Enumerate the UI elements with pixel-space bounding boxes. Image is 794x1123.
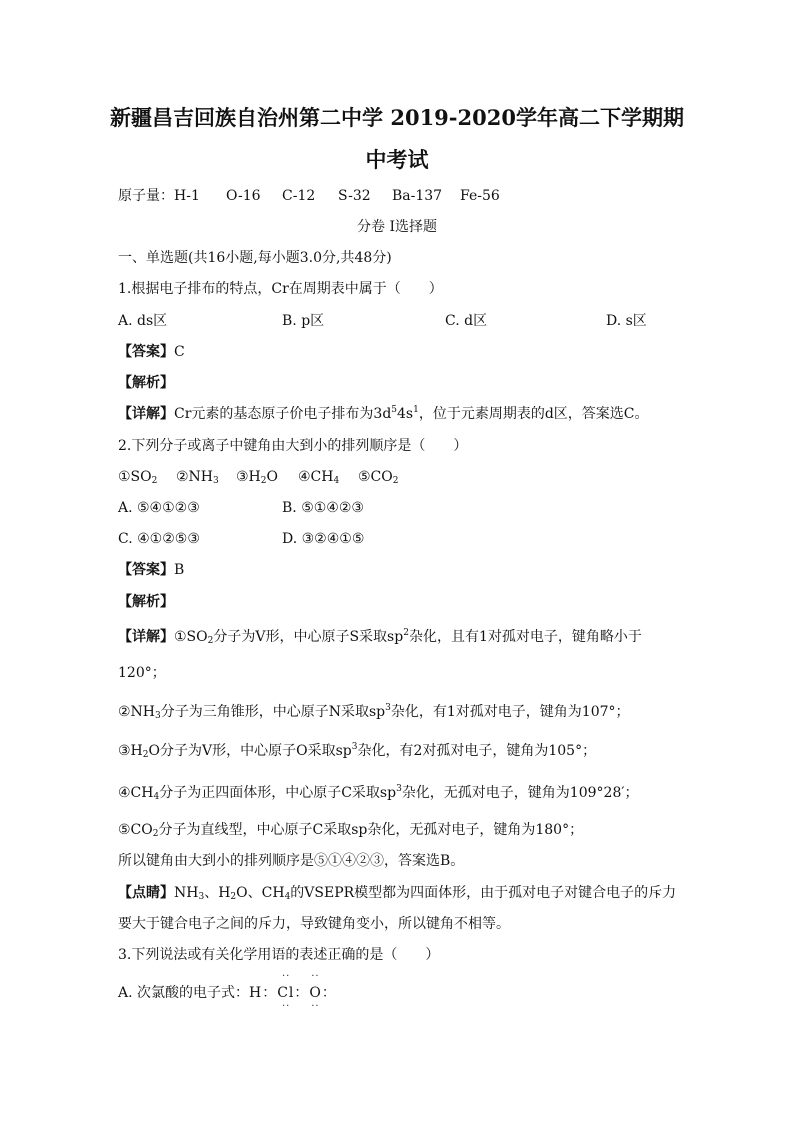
q2-detail-3 — [118, 742, 596, 760]
q2-detail-1 — [118, 628, 642, 646]
atomic-mass-item: H-1 — [174, 188, 200, 204]
atomic-mass-item: S-32 — [338, 188, 371, 204]
atomic-mass-line — [118, 187, 500, 205]
species-text: O — [266, 469, 278, 485]
config-text: 4s — [397, 406, 414, 422]
tip-label: 【点睛】 — [118, 885, 174, 901]
q2-detail-1-cont: 120°； — [118, 665, 166, 681]
detail-sub: 4 — [153, 792, 160, 802]
q1-detail — [118, 405, 649, 423]
tip-text: O、CH — [236, 885, 285, 901]
q2-option-a: A. ⑤④①②③ — [118, 500, 200, 516]
q2-answer — [118, 561, 184, 579]
detail-text: 分子为直线型，中心原子C采取sp杂化，无孤对电子，键角为180°； — [158, 822, 584, 838]
lone-pair-dots-icon: ·· ·· — [282, 1001, 320, 1012]
q2-species-list — [118, 468, 398, 486]
answer-value: B — [174, 562, 185, 578]
q3-option-a — [118, 984, 337, 1002]
q2-detail-5 — [118, 821, 583, 839]
lone-pair-dots-icon: ·· ·· — [282, 971, 320, 982]
detail-text: ⑤CO — [118, 822, 153, 838]
detail-sub: 2 — [207, 636, 214, 646]
detail-text: 杂化，有2对孤对电子，键角为105°； — [357, 743, 597, 759]
detail-text: 分子为三角锥形，中心原子N采取sp — [160, 704, 386, 720]
species-sub: 2 — [392, 476, 399, 486]
q2-analysis-label: 【解析】 — [118, 594, 174, 610]
detail-sub: 2 — [152, 829, 159, 839]
electron-formula: H：Cl：O： — [249, 985, 337, 1001]
q2-detail-2 — [118, 703, 630, 721]
detail-sub: 2 — [142, 750, 149, 760]
detail-text: Cr元素的基态原子价电子排布为 — [174, 406, 374, 422]
tip-sub: 2 — [230, 892, 237, 902]
answer-label: 【答案】 — [118, 344, 174, 360]
species-item — [236, 468, 298, 486]
detail-sub: 3 — [155, 711, 161, 721]
tip-text: 的VSEPR模型都为四面体形，由于孤对电子对键合电子的斥力 — [290, 885, 677, 901]
q2-option-c: C. ④①②⑤③ — [118, 531, 200, 547]
section-title: 分卷 I选择题 — [357, 219, 437, 235]
q1-answer — [118, 343, 185, 361]
config-text: 3d — [373, 406, 392, 422]
q1-analysis-label: 【解析】 — [118, 375, 174, 391]
detail-text: 杂化，有1对孤对电子，键角为107°； — [390, 704, 630, 720]
answer-label: 【答案】 — [118, 562, 174, 578]
document-title-line2: 中考试 — [365, 147, 429, 172]
tip-text: 、H — [204, 885, 231, 901]
detail-text: ④CH — [118, 785, 154, 801]
tip-sub: 3 — [198, 892, 205, 902]
answer-value: C — [174, 344, 185, 360]
species-text: ①SO — [118, 469, 152, 485]
detail-text: 分子为V形，中心原子S采取sp — [213, 629, 404, 645]
q3-stem: 3.下列说法或有关化学用语的表述正确的是（ ） — [118, 947, 440, 963]
atomic-mass-label: 原子量： — [118, 188, 174, 204]
atomic-mass-item: Fe-56 — [460, 188, 500, 204]
tip-sub: 4 — [284, 892, 291, 902]
q1-option-d: D. s区 — [606, 313, 647, 329]
detail-text: 杂化，且有1对孤对电子，键角略小于 — [408, 629, 642, 645]
species-item — [176, 468, 236, 486]
species-sub: 3 — [213, 476, 219, 486]
q2-tip-cont: 要大于键合电子之间的斥力，导致键角变小，所以键角不相等。 — [118, 916, 510, 932]
detail-text: 杂化，无孤对电子，键角为109°28′； — [401, 785, 639, 801]
species-sub: 4 — [333, 476, 340, 486]
atomic-mass-item: C-12 — [282, 188, 316, 204]
q1-option-c: C. d区 — [445, 313, 488, 329]
q1-option-a: A. ds区 — [118, 313, 168, 329]
option-label: A. 次氯酸的电子式： — [118, 985, 250, 1001]
detail-sup: 3 — [385, 703, 391, 713]
atomic-mass-item: Ba-137 — [392, 188, 443, 204]
detail-sup: 3 — [351, 742, 358, 752]
q1-stem: 1.根据电子排布的特点，Cr在周期表中属于（ ） — [118, 281, 443, 297]
detail-sup: 2 — [403, 628, 409, 638]
detail-text: O分子为V形，中心原子O采取sp — [148, 743, 352, 759]
species-item — [298, 468, 358, 486]
detail-text: 分子为正四面体形，中心原子C采取sp — [159, 785, 397, 801]
species-item — [358, 469, 398, 485]
species-item — [118, 468, 176, 486]
tip-text: NH — [174, 885, 199, 901]
species-text: ④CH — [298, 469, 334, 485]
q2-conclusion: 所以键角由大到小的排列顺序是⑤①④②③，答案选B。 — [118, 853, 465, 869]
document-title-line1: 新疆昌吉回族自治州第二中学 2019-2020学年高二下学期期 — [110, 105, 684, 130]
q2-detail-4 — [118, 784, 639, 802]
detail-text: ③H — [118, 743, 143, 759]
species-sub: 2 — [151, 476, 158, 486]
detail-label: 【详解】 — [118, 406, 174, 422]
q2-tip — [118, 884, 676, 902]
detail-sup: 3 — [396, 784, 402, 794]
atomic-mass-item: O-16 — [226, 188, 261, 204]
species-text: ②NH — [176, 469, 214, 485]
species-text: ⑤CO — [358, 469, 393, 485]
section-heading: 一、单选题(共16小题,每小题3.0分,共48分) — [118, 250, 392, 266]
detail-text: ①SO — [174, 629, 208, 645]
species-sub: 2 — [260, 476, 267, 486]
config-sup: 5 — [391, 405, 398, 415]
config-sup: 1 — [413, 405, 419, 415]
species-text: ③H — [236, 469, 261, 485]
detail-label: 【详解】 — [118, 629, 174, 645]
q2-option-d: D. ③②④①⑤ — [282, 531, 365, 547]
q1-option-b: B. p区 — [282, 313, 325, 329]
detail-text: ②NH — [118, 704, 156, 720]
detail-text: ，位于元素周期表的d区，答案选C。 — [418, 406, 649, 422]
q2-option-b: B. ⑤①④②③ — [282, 500, 364, 516]
q2-stem: 2.下列分子或离子中键角由大到小的排列顺序是（ ） — [118, 438, 468, 454]
